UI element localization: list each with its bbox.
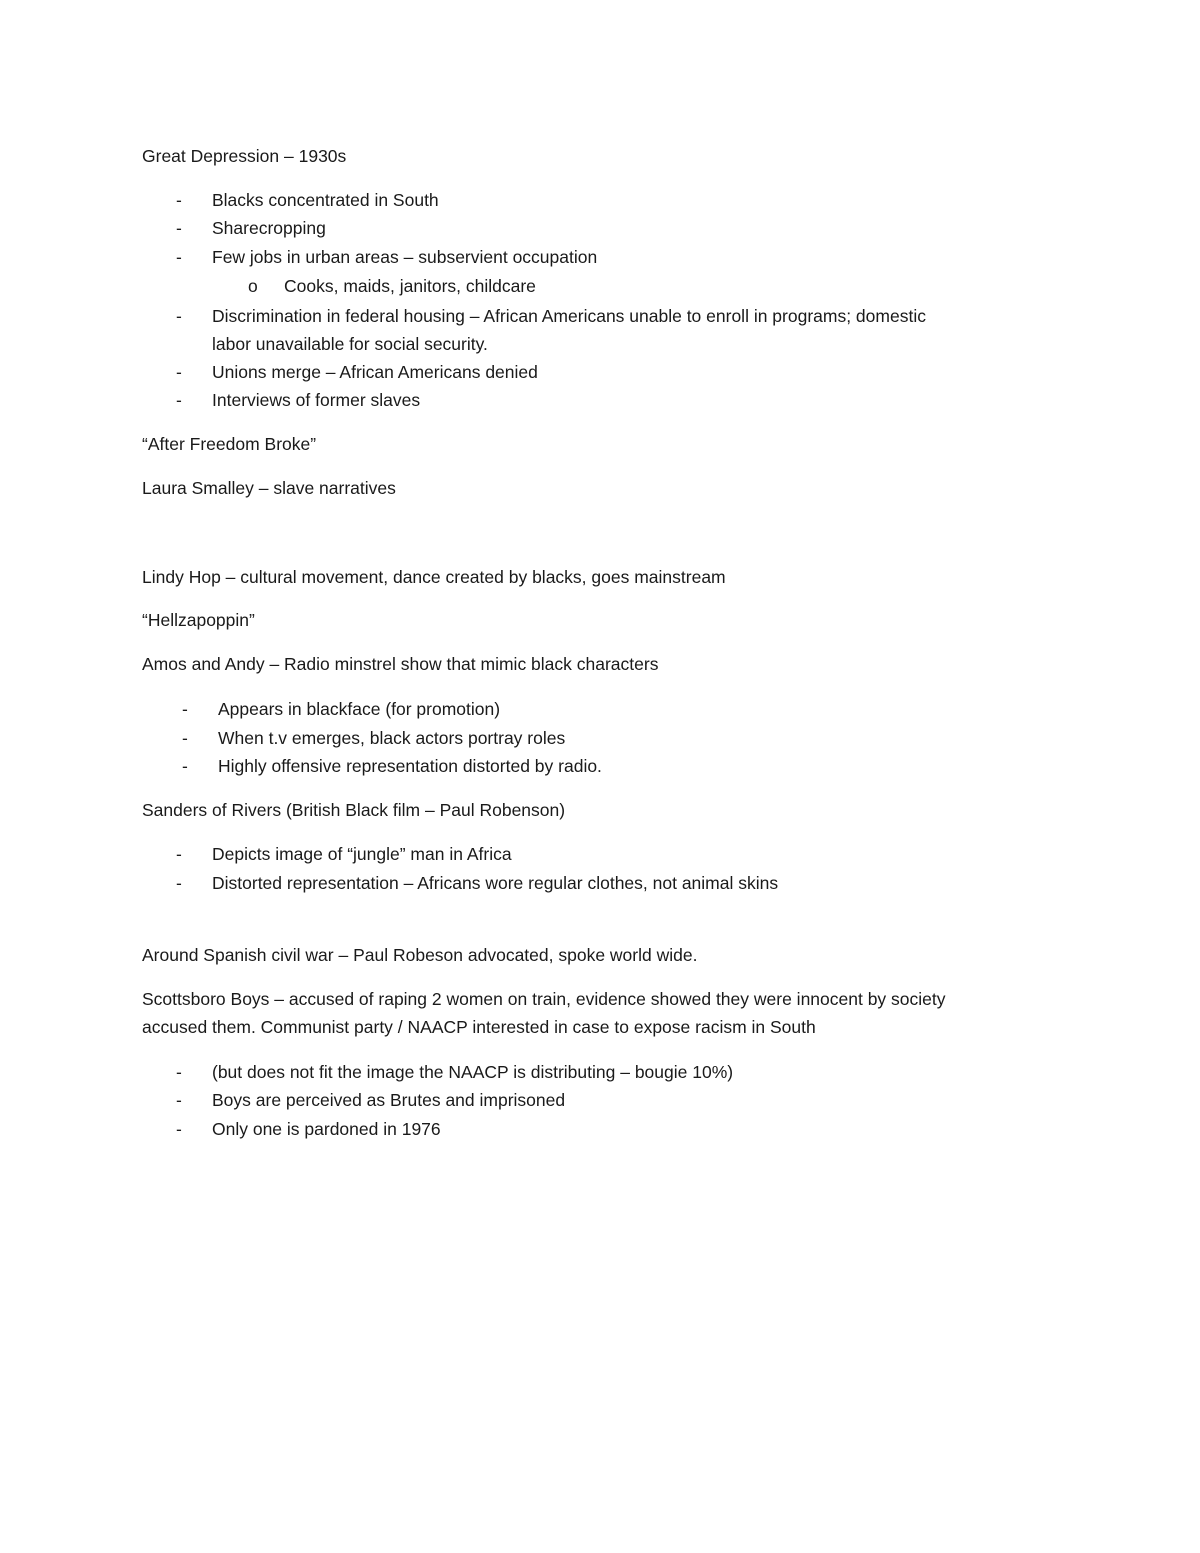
dash-marker: - <box>176 1119 182 1139</box>
list-item: Depicts image of “jungle” man in Africa <box>212 844 512 864</box>
dash-marker: - <box>176 1090 182 1110</box>
list-item: Boys are perceived as Brutes and imprisoned <box>212 1090 566 1110</box>
dash-marker: - <box>176 390 182 410</box>
list-item: Interviews of former slaves <box>212 390 421 410</box>
list-item: Only one is pardoned in 1976 <box>212 1119 441 1139</box>
paragraph-spanish-civil-war: Around Spanish civil war – Paul Robeson advocated, spoke world wide. <box>142 945 698 965</box>
dash-marker: - <box>176 844 182 864</box>
dash-marker: - <box>176 306 182 326</box>
dash-marker: - <box>182 699 188 719</box>
paragraph-laura-smalley: Laura Smalley – slave narratives <box>142 478 396 498</box>
paragraph-scottsboro: Scottsboro Boys – accused of raping 2 women on train, evidence showed they were innocent by society <box>142 989 946 1009</box>
list-item: Discrimination in federal housing – African Americans unable to enroll in programs; domestic <box>212 306 926 326</box>
dash-marker: - <box>182 756 188 776</box>
list-item: (but does not fit the image the NAACP is distributing – bougie 10%) <box>212 1062 734 1082</box>
list-item-continuation: labor unavailable for social security. <box>212 334 488 354</box>
list-item: Appears in blackface (for promotion) <box>218 699 501 719</box>
dash-marker: - <box>182 728 188 748</box>
dash-marker: - <box>176 1062 182 1082</box>
dash-marker: - <box>176 362 182 382</box>
paragraph-scottsboro-continuation: accused them. Communist party / NAACP interested in case to expose racism in South <box>142 1017 816 1037</box>
list-item: When t.v emerges, black actors portray roles <box>218 728 566 748</box>
dash-marker: - <box>176 247 182 267</box>
list-item: Unions merge – African Americans denied <box>212 362 538 382</box>
paragraph-after-freedom: “After Freedom Broke” <box>142 434 317 454</box>
paragraph-lindy-hop: Lindy Hop – cultural movement, dance created by blacks, goes mainstream <box>142 567 726 587</box>
list-item: Few jobs in urban areas – subservient occupation <box>212 247 598 267</box>
paragraph-amos-andy: Amos and Andy – Radio minstrel show that mimic black characters <box>142 654 659 674</box>
dash-marker: - <box>176 873 182 893</box>
list-item: Blacks concentrated in South <box>212 190 439 210</box>
list-item: Distorted representation – Africans wore regular clothes, not animal skins <box>212 873 779 893</box>
dash-marker: - <box>176 190 182 210</box>
list-item: Sharecropping <box>212 218 326 238</box>
sub-bullet-marker: o <box>248 276 258 296</box>
paragraph-hellzapoppin: “Hellzapoppin” <box>142 610 255 630</box>
sub-list-item: Cooks, maids, janitors, childcare <box>284 276 536 296</box>
heading-great-depression: Great Depression – 1930s <box>142 146 347 166</box>
dash-marker: - <box>176 218 182 238</box>
paragraph-sanders-of-rivers: Sanders of Rivers (British Black film – Paul Robenson) <box>142 800 566 820</box>
list-item: Highly offensive representation distorted by radio. <box>218 756 602 776</box>
